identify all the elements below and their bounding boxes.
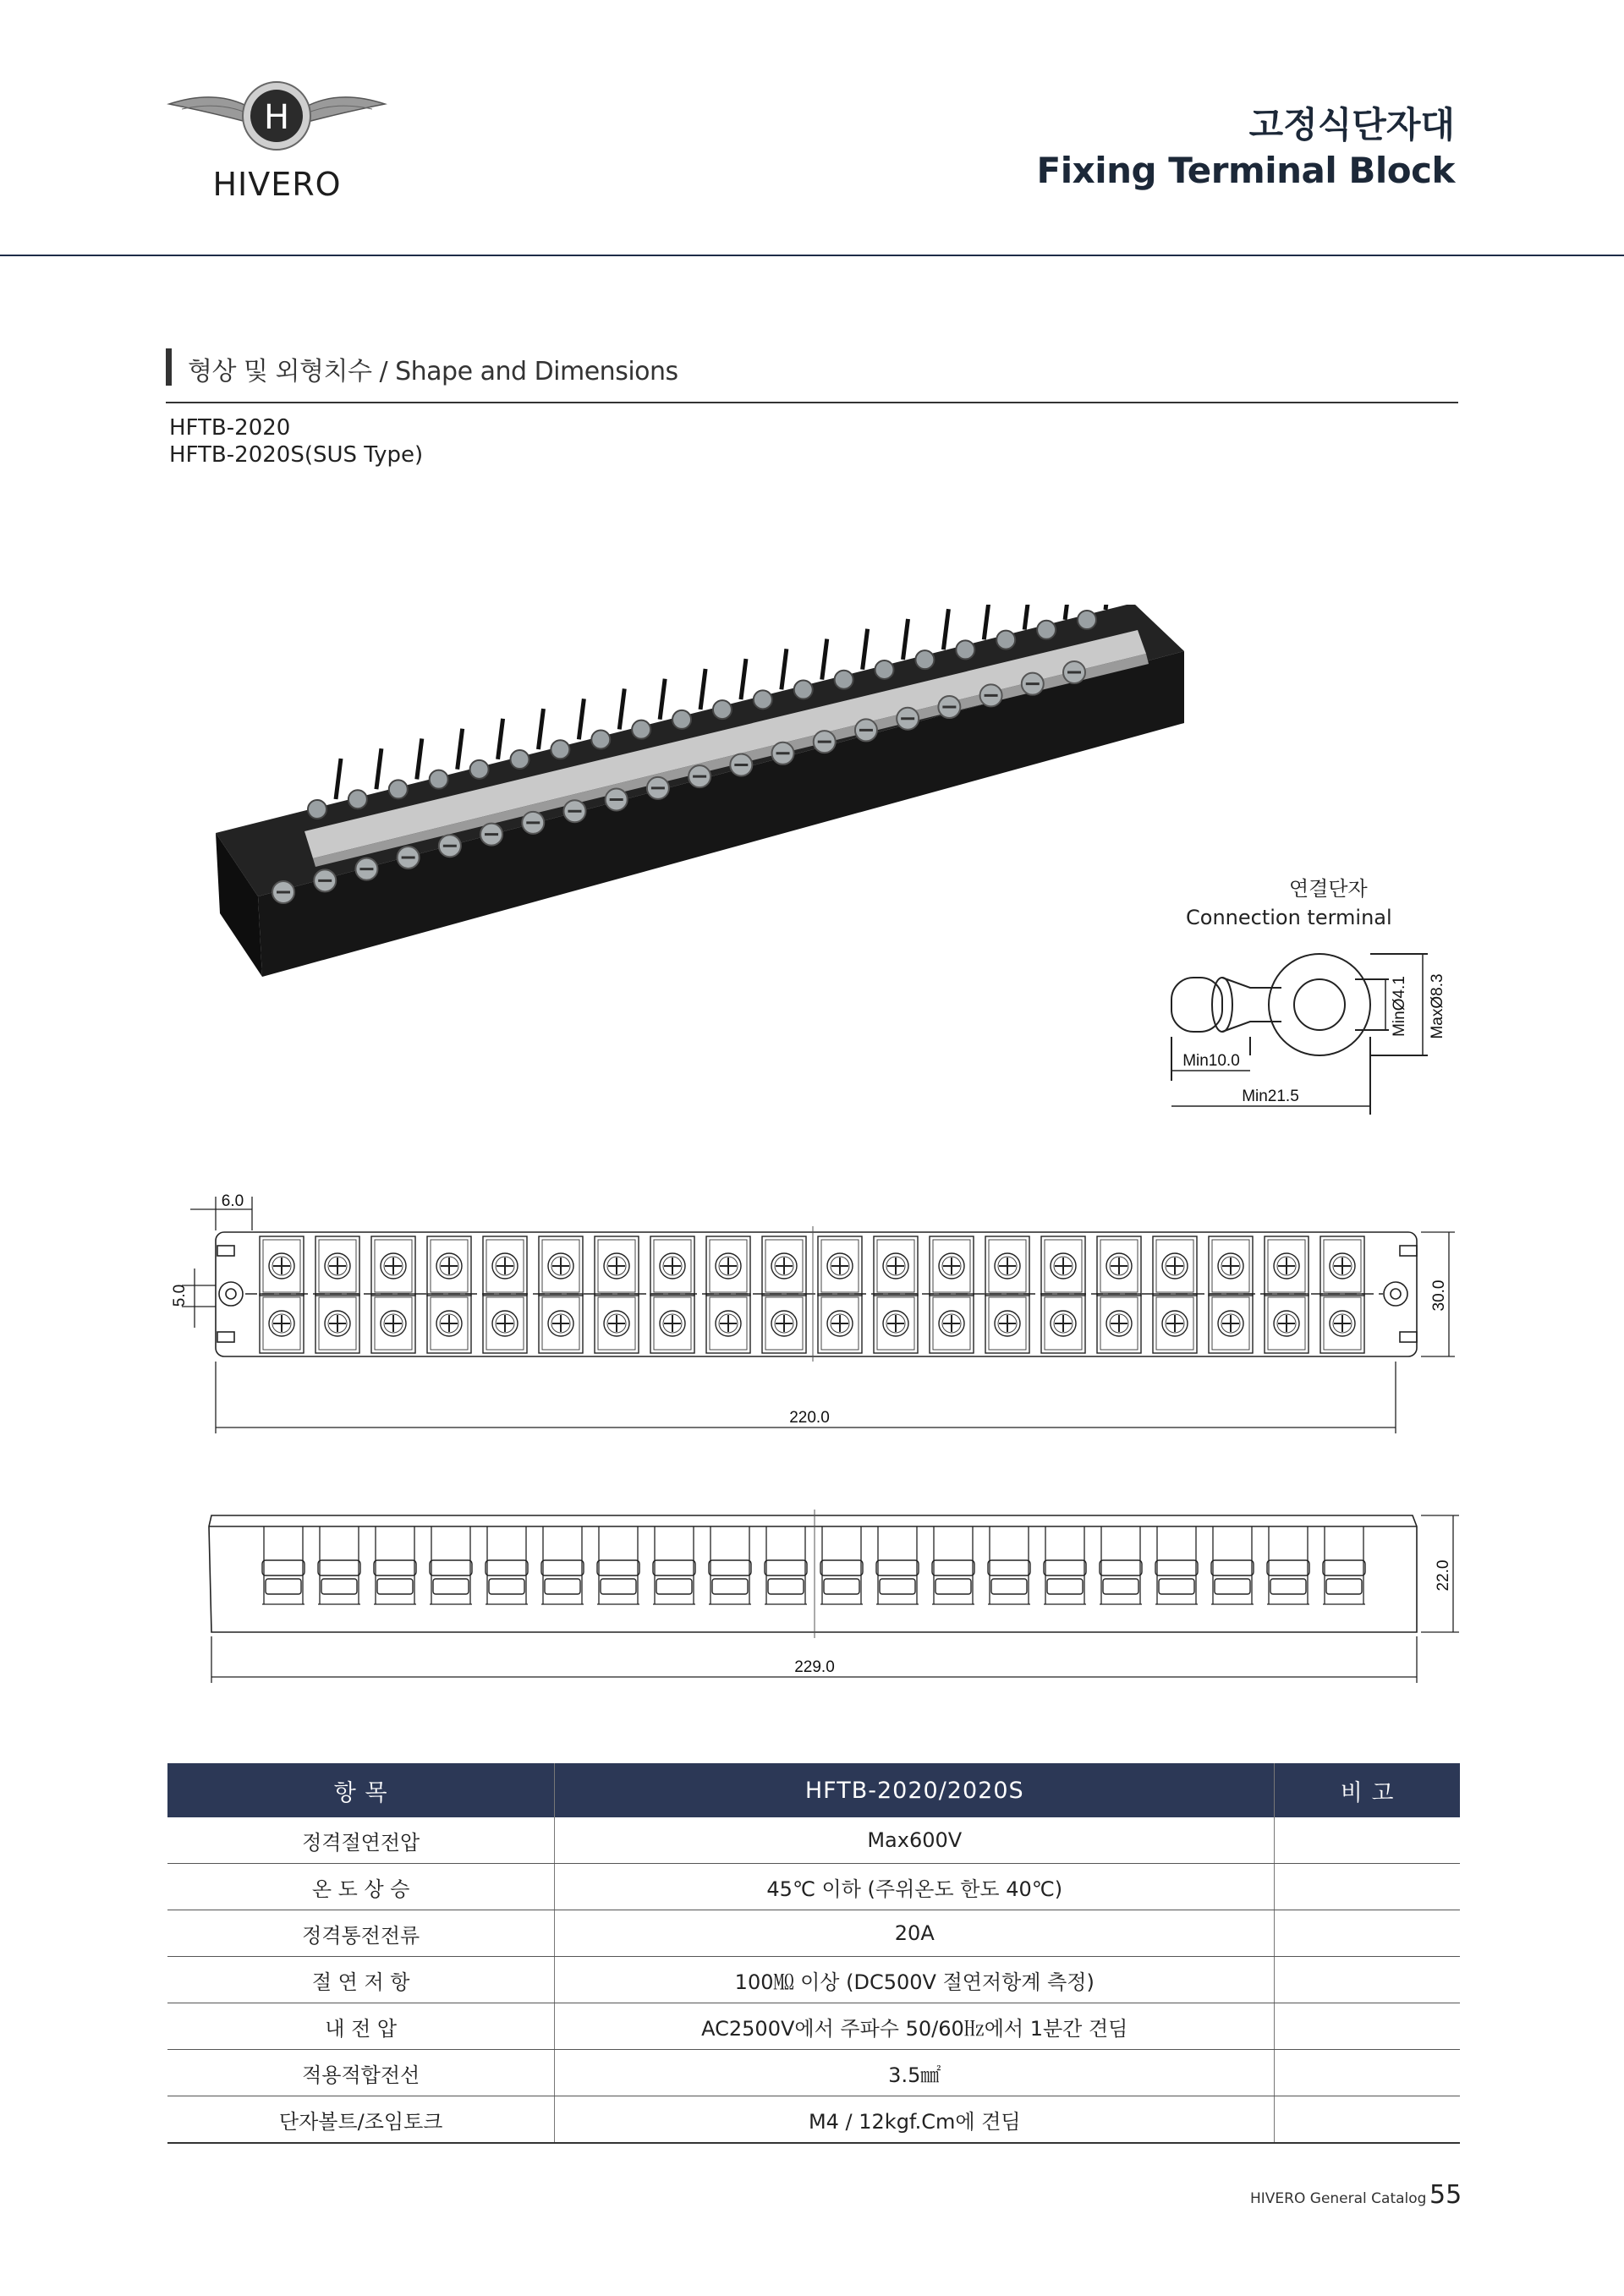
dim-outer-dia: MaxØ8.3 xyxy=(1429,973,1446,1039)
dim-edge: 6.0 xyxy=(221,1192,244,1210)
spec-value: AC2500V에서 주파수 50/60㎐에서 1분간 견딤 xyxy=(555,2003,1275,2050)
terminal-cell xyxy=(483,1236,527,1296)
terminal-profile xyxy=(262,1526,304,1604)
terminal-cell xyxy=(315,1236,359,1296)
terminal-cell xyxy=(985,1294,1029,1353)
terminal-cell xyxy=(930,1294,974,1353)
spec-value: 45℃ 이하 (주위온도 한도 40℃) xyxy=(555,1864,1275,1910)
spec-note xyxy=(1275,2003,1460,2050)
dim-height: 30.0 xyxy=(1430,1280,1448,1312)
terminal-profile xyxy=(765,1526,807,1604)
terminal-cell xyxy=(1320,1236,1364,1296)
terminal-cell xyxy=(483,1294,527,1353)
terminal-cell xyxy=(818,1236,862,1296)
terminal-cell xyxy=(985,1236,1029,1296)
terminal-cell xyxy=(1209,1294,1253,1353)
spec-item: 단자볼트/조임토크 xyxy=(167,2096,555,2144)
spec-value: 100㏁ 이상 (DC500V 절연저항계 측정) xyxy=(555,1957,1275,2003)
page-number: 55 xyxy=(1429,2180,1462,2210)
terminal-cell xyxy=(315,1294,359,1353)
connection-terminal-drawing xyxy=(1159,937,1455,1132)
terminal-profile xyxy=(876,1526,919,1604)
spec-value: 20A xyxy=(555,1910,1275,1957)
page-title-en: Fixing Terminal Block xyxy=(1036,150,1455,191)
terminal-cell xyxy=(260,1294,304,1353)
spec-note xyxy=(1275,2050,1460,2096)
header-item: 항 목 xyxy=(167,1763,555,1817)
product-photo xyxy=(203,605,1193,994)
terminal-profile xyxy=(486,1526,528,1604)
spec-item: 적용적합전선 xyxy=(167,2050,555,2096)
side-view-drawing xyxy=(195,1501,1472,1700)
table-row xyxy=(167,2050,1460,2096)
table-row xyxy=(167,1910,1460,1957)
terminal-profile xyxy=(430,1526,472,1604)
terminal-cell xyxy=(706,1294,750,1353)
terminal-cell xyxy=(427,1236,471,1296)
spec-value: M4 / 12kgf.Cm에 견딤 xyxy=(555,2096,1275,2144)
section-divider xyxy=(166,402,1458,403)
spec-table xyxy=(167,1763,1460,2144)
dim-min21: Min21.5 xyxy=(1242,1088,1299,1105)
spec-note xyxy=(1275,1817,1460,1864)
model-name-sus: HFTB-2020S(SUS Type) xyxy=(169,442,424,468)
terminal-cell xyxy=(650,1294,694,1353)
dim-width: 220.0 xyxy=(789,1409,830,1427)
terminal-cell xyxy=(1209,1236,1253,1296)
terminal-cell xyxy=(1265,1294,1309,1353)
terminal-profile xyxy=(318,1526,360,1604)
terminal-cell xyxy=(1097,1236,1141,1296)
section-marker xyxy=(166,348,172,386)
table-row xyxy=(167,1864,1460,1910)
terminal-cell xyxy=(930,1236,974,1296)
spec-item: 내 전 압 xyxy=(167,2003,555,2050)
terminal-cell xyxy=(1153,1294,1197,1353)
spec-value: 3.5㎟ xyxy=(555,2050,1275,2096)
top-view-drawing xyxy=(165,1192,1468,1446)
terminal-profile xyxy=(597,1526,639,1604)
terminal-cell xyxy=(539,1294,583,1353)
header-divider xyxy=(0,255,1624,256)
terminal-profile xyxy=(374,1526,416,1604)
spec-value: Max600V xyxy=(555,1817,1275,1864)
dim-min10: Min10.0 xyxy=(1182,1052,1240,1070)
terminal-cell xyxy=(1320,1294,1364,1353)
terminal-profile xyxy=(988,1526,1030,1604)
table-row xyxy=(167,1817,1460,1864)
terminal-cell xyxy=(706,1236,750,1296)
terminal-profile xyxy=(1044,1526,1086,1604)
terminal-cell xyxy=(427,1294,471,1353)
dim-inner-dia: MinØ4.1 xyxy=(1391,976,1408,1037)
terminal-cell xyxy=(1097,1294,1141,1353)
dim-side-width: 229.0 xyxy=(794,1658,835,1676)
terminal-cell xyxy=(874,1236,918,1296)
terminal-profile xyxy=(1211,1526,1254,1604)
terminal-cell xyxy=(650,1236,694,1296)
header-note: 비 고 xyxy=(1275,1763,1460,1817)
terminal-cell xyxy=(1153,1236,1197,1296)
terminal-cell xyxy=(1041,1236,1085,1296)
spec-note xyxy=(1275,1957,1460,2003)
terminal-label-en: Connection terminal xyxy=(1186,906,1392,929)
model-name: HFTB-2020 xyxy=(169,415,291,441)
table-row xyxy=(167,2096,1460,2144)
terminal-cell xyxy=(874,1294,918,1353)
emblem-letter: H xyxy=(263,98,290,137)
terminal-cell xyxy=(260,1236,304,1296)
terminal-cell xyxy=(539,1236,583,1296)
spec-item: 정격통전전류 xyxy=(167,1910,555,1957)
terminal-cell xyxy=(818,1294,862,1353)
terminal-profile xyxy=(932,1526,974,1604)
dim-hole: 5.0 xyxy=(171,1284,189,1307)
footer-catalog-name: HIVERO General Catalog xyxy=(1250,2190,1427,2207)
spec-item: 정격절연전압 xyxy=(167,1817,555,1864)
spec-item: 절 연 저 항 xyxy=(167,1957,555,2003)
spec-note xyxy=(1275,1910,1460,1957)
terminal-cell xyxy=(1265,1236,1309,1296)
header-model: HFTB-2020/2020S xyxy=(555,1763,1275,1817)
brand-name: HIVERO xyxy=(212,166,342,203)
section-title: 형상 및 외형치수 / Shape and Dimensions xyxy=(188,357,678,386)
terminal-cell xyxy=(762,1236,806,1296)
terminal-cell xyxy=(595,1294,639,1353)
terminal-profile xyxy=(1267,1526,1309,1604)
table-row xyxy=(167,1957,1460,2003)
terminal-profile xyxy=(653,1526,695,1604)
terminal-profile xyxy=(1323,1526,1365,1604)
terminal-cell xyxy=(762,1294,806,1353)
terminal-profile xyxy=(820,1526,863,1604)
spec-note xyxy=(1275,1864,1460,1910)
terminal-profile xyxy=(541,1526,584,1604)
spec-note xyxy=(1275,2096,1460,2144)
dim-side-height: 22.0 xyxy=(1435,1559,1452,1592)
terminal-cell xyxy=(1041,1294,1085,1353)
page-title-ko: 고정식단자대 xyxy=(1248,104,1455,145)
terminal-cell xyxy=(595,1236,639,1296)
table-row xyxy=(167,2003,1460,2050)
terminal-cell xyxy=(371,1236,415,1296)
spec-header-row xyxy=(167,1763,1460,1817)
terminal-label-ko: 연결단자 xyxy=(1289,877,1368,901)
spec-item: 온 도 상 승 xyxy=(167,1864,555,1910)
terminal-profile xyxy=(709,1526,751,1604)
terminal-cell xyxy=(371,1294,415,1353)
terminal-profile xyxy=(1100,1526,1142,1604)
terminal-profile xyxy=(1155,1526,1198,1604)
